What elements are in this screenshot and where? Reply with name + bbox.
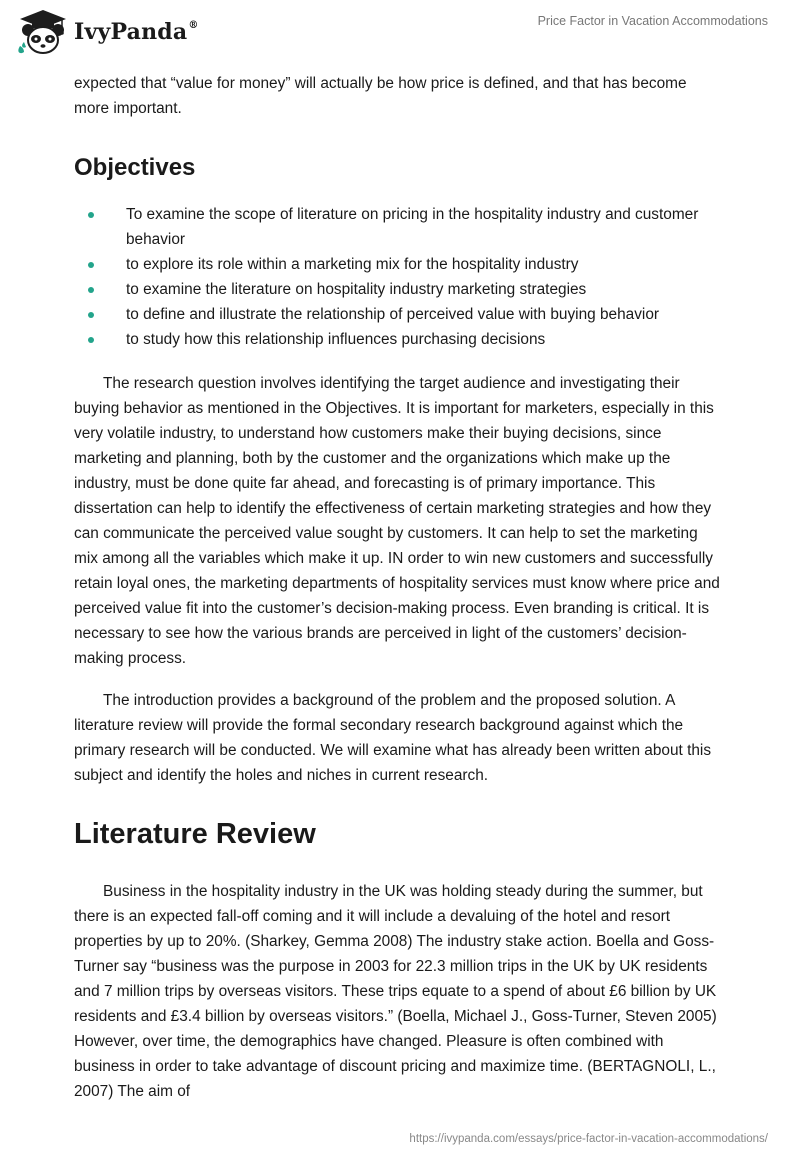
ivypanda-logo-icon[interactable] [14, 8, 72, 56]
page-header [0, 0, 800, 70]
document-title: Price Factor in Vacation Accommodations [537, 14, 768, 28]
list-item: to study how this relationship influences purchasing decisions [74, 327, 724, 352]
objectives-heading: Objectives [74, 154, 196, 181]
objectives-list [74, 202, 724, 352]
source-url[interactable]: https://ivypanda.com/essays/price-factor-in-vacation-accommodations/ [409, 1133, 768, 1145]
bullet-dot-icon [88, 312, 94, 318]
intro-paragraph-tail: expected that “value for money” will actually be how price is defined, and that has become more important. [74, 75, 687, 117]
literature-review-paragraph: Business in the hospitality industry in the UK was holding steady during the summer, but there is an expected fall-off coming and it will include a devaluing of the hotel and resort properties by up to 20%. (Sharkey, Gemma 2008) The industry stake action. Boella and Goss-Turner say “business was the purpose in 2003 for 22.3 million trips in the UK by UK residents and 7 million trips by overseas visitors. These trips equate to a spend of about £6 billion by UK residents and £3.4 billion by overseas visitors.” (Boella, Michael J., Goss-Turner, Steven 2005) However, over time, the demographics have changed. Pleasure is often combined with business in order to take advantage of discount pricing and maximize time. (BERTAGNOLI, L., 2007) The aim of [74, 883, 717, 1100]
research-question-paragraph: The research question involves identifying the target audience and investigating their buying behavior as mentioned in the Objectives. It is important for marketers, especially in this very volatile industry, to understand how customers make their buying decisions, since marketing and planning, both by the customer and the organizations which make up the industry, must be done quite far ahead, and forecasting is of primary importance. This dissertation can help to identify the effectiveness of certain marketing strategies and how they can communicate the perceived value sought by customers. It can help to set the marketing mix among all the variables which make it up. IN order to win new customers and successfully retain loyal ones, the marketing departments of hospitality services must know where price and perceived value fit into the customer’s decision-making process. Even branding is critical. It is necessary to see how the various brands are perceived in light of the customers’ decision-making process. [74, 375, 720, 667]
registered-mark: ® [188, 19, 199, 31]
bullet-dot-icon [88, 212, 94, 218]
article-body [74, 71, 724, 1104]
literature-review-heading: Literature Review [74, 818, 316, 850]
bullet-dot-icon [88, 337, 94, 343]
bullet-dot-icon [88, 287, 94, 293]
list-item: to examine the literature on hospitality industry marketing strategies [74, 277, 724, 302]
list-item: to define and illustrate the relationship of perceived value with buying behavior [74, 302, 724, 327]
bullet-dot-icon [88, 262, 94, 268]
list-item: to explore its role within a marketing mix for the hospitality industry [74, 252, 724, 277]
brand-name[interactable]: IvyPanda® [74, 19, 199, 45]
list-item: To examine the scope of literature on pricing in the hospitality industry and customer behavior [74, 202, 724, 252]
introduction-paragraph: The introduction provides a background of the problem and the proposed solution. A literature review will provide the formal secondary research background against which the primary research will be conducted. We will examine what has already been written about this subject and identify the holes and niches in current research. [74, 692, 712, 784]
